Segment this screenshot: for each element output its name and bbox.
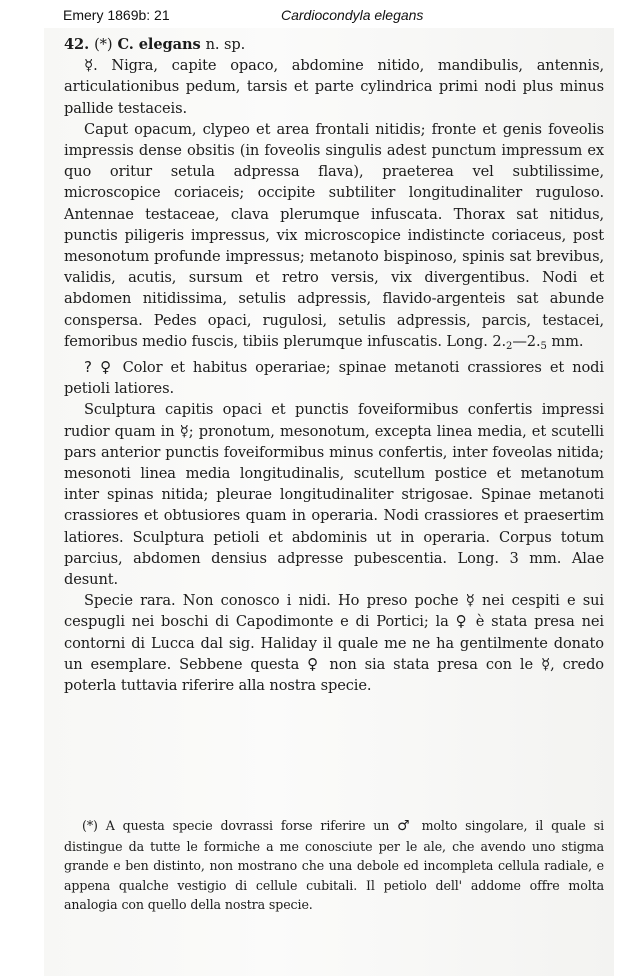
remarks-text-a: Specie rara. Non conosco i nidi. Ho preso poche: [84, 592, 459, 610]
worker-body-text: Caput opacum, clypeo et area frontali nitidis; fronte et genis foveolis impressis dense obsitis (in foveolis singulis adest punctum impressum ex quo oritur setula adpressa flava), praeterea vel subtilissime, microscopice coriaceis; occipite subtiliter longitudinaliter ruguloso. Antennae testaceae, clava plerumque infuscata. Thorax sat nitidus, punctis piligeris impressus, vix microscopice indistincte coriaceus, post mesonotum profunde impressus; metanoto bispinoso, spinis sat brevibus, validis, acutis, sursum et retro versis, vix divergentibus. Nodi et abdomen nitidissima, setulis adpressis, flavido-argenteis sat abunde conspersa. Pedes opaci, rugulosi, setulis adpressis, parcis, testacei, femoribus medio fuscis, tibiis plerumque infuscatis. Long. 2.: [64, 120, 604, 350]
question-female-symbol-icon: ? ♀: [84, 358, 115, 377]
footnote: [64, 816, 604, 915]
new-species-label: n. sp.: [205, 36, 246, 53]
citation-reference: Emery 1869b: 21: [63, 7, 170, 23]
entry-number: 42.: [64, 36, 90, 53]
worker-symbol-icon: ☿: [179, 421, 189, 440]
worker-diagnosis: [64, 55, 604, 119]
length-unit: mm.: [551, 332, 584, 350]
length-dash: —2.: [512, 332, 541, 350]
remarks-text-c: è stata presa nei contorni di Lucca dal sig. Haliday il quale me ne ha gentilmente donato un esemplare. Sebbene questa: [64, 613, 605, 673]
female-symbol-icon: ♀: [455, 612, 469, 631]
entry-title: [64, 34, 604, 55]
species-epithet: elegans: [138, 36, 201, 53]
remarks-text-b: nei cespiti e sui cespugli nei boschi di Capodimonte e di Portici; la: [64, 592, 604, 631]
footnote-marker: (*): [94, 36, 113, 53]
species-description: [64, 34, 604, 696]
female-body-text-b: ; pronotum, mesonotum, excepta linea media, et scutelli pars anterior punctis foveiformibus minus confertis, inter foveolas nitida; mesonoti linea media longitudinalis, scutellum postice et metanotum inter spinas nitida; pleurae longitudinaliter strigosae. Spinae metanoti crassiores et obtusiores quam in operaria. Nodi crassiores et praesertim latiores. Sculptura petioli et abdominis ut in operaria. Corpus totum parcius, abdomen densius adpresse pubescentia. Long. 3 mm. Alae desunt.: [64, 422, 604, 589]
male-symbol-icon: ♂: [397, 818, 414, 834]
species-heading: Cardiocondyla elegans: [281, 7, 424, 23]
footnote-marker-text: (*): [82, 818, 98, 833]
page-header: [0, 7, 632, 29]
female-description: [64, 399, 604, 590]
worker-intro-text: . Nigra, capite opaco, abdomine nitido, mandibulis, antennis, articulationibus pedum, tarsis et parte cylindrica primi nodi plus minus pallide testaceis.: [64, 57, 604, 117]
footnote-paragraph: [64, 816, 604, 915]
remarks-text-e: , credo poterla tuttavia riferire alla nostra specie.: [64, 655, 604, 695]
worker-symbol-icon: ☿: [84, 56, 94, 75]
length-subscript-1: 2: [506, 340, 513, 352]
worker-symbol-icon: ☿: [465, 591, 475, 610]
female-symbol-icon: ♀: [307, 654, 322, 673]
female-intro-text: Color et habitus operariae; spinae metanoti crassiores et nodi petioli latiores.: [64, 359, 604, 398]
remarks-paragraph: [64, 590, 604, 696]
worker-description: [64, 119, 604, 357]
genus-abbrev: C.: [117, 36, 134, 53]
footnote-text-b: molto singolare, il quale si distingue da tutte le formiche a me conosciute per le ale, che avendo uno stigma grande e ben distinto, non mostrano che una debole ed incompleta cellula radiale, e appena qualche vestigio di cellule cubitali. Il petiolo dell' addome offre molta analogia con quello della nostra specie.: [64, 818, 604, 913]
length-subscript-2: 5: [540, 340, 547, 352]
footnote-text-a: A questa specie dovrassi forse riferire un: [105, 818, 390, 833]
remarks-text-d: non sia stata presa con le: [329, 655, 533, 673]
worker-symbol-icon: ☿: [540, 654, 551, 673]
female-body-text-a: Sculptura capitis opaci et punctis foveiformibus confertis impressi rudior quam in: [64, 401, 604, 440]
female-diagnosis: [64, 357, 604, 399]
